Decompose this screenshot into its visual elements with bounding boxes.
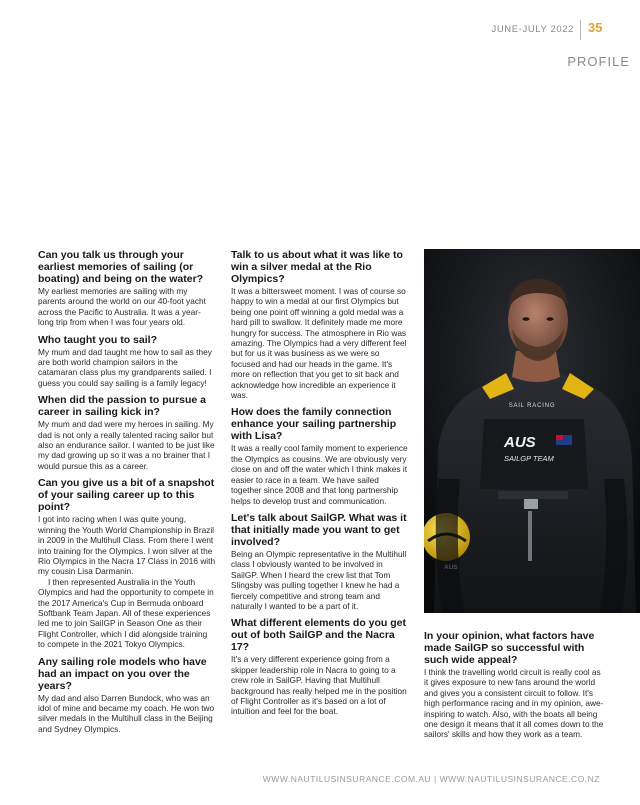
article-column-3 xyxy=(424,630,606,746)
question-heading: In your opinion, what factors have made SailGP so successful with such wide appeal? xyxy=(424,630,595,666)
portrait-photo xyxy=(424,249,640,613)
answer-paragraph: I then represented Australia in the Youth Olympics and had the opportunity to compete in the 2017 America's Cup in Bermuda onboard Softbank Team Japan. All of these experiences led me to join SailGP in Season One as their Flight Controller, which I did alongside training to compete in the 2021 Tokyo Olympics. xyxy=(38,576,214,650)
answer-paragraph: My mum and dad were my heroes in sailing. My dad is not only a really talented racing sailor but also an endurance sailor. I wanted to be just like my dad growing up so it was a no brainer that I would pursue this as a career. xyxy=(38,419,215,471)
answer-paragraph: My dad and also Darren Bundock, who was an idol of mine and became my coach. He won two silver medals in the Multihull class in the Beijing and Sydney Olympics. xyxy=(38,692,215,734)
question-heading: What different elements do you get out of both SailGP and the Nacra 17? xyxy=(231,617,407,654)
jersey-text: AUS xyxy=(504,434,536,451)
section-label: PROFILE xyxy=(567,54,630,69)
answer-paragraph: My mum and dad taught me how to sail as they are both world champion sailors in the catamaran class plus my grandparents sailed. I guess you could say sailing is a family legacy! xyxy=(38,346,212,388)
answer-paragraph: Being an Olympic representative in the Multihull class I obviously wanted to be involved in SailGP. When I heard the crew list that Tom Slingsby was pulling together I knew he had a fiercely competitive and strong team and naturally I wanted to be a part of it. xyxy=(231,548,407,611)
question-heading: When did the passion to pursue a career in sailing kick in? xyxy=(38,394,207,419)
brand-text: SAIL RACING xyxy=(508,403,556,409)
question-heading: Let's talk about SailGP. What was it that initially made you want to get involved? xyxy=(231,511,407,548)
answer-paragraph: I got into racing when I was quite young, winning the Youth World Championship in Brazil in 2009 in the Multihull Class. From there I went into training for the Olympics. I won silver at the Rio Olympics in the Nacra 17 Class in 2016 with my cousin Lisa Darmanin. xyxy=(38,514,216,577)
header-divider xyxy=(580,20,581,40)
answer-paragraph: I think the travelling world circuit is really cool as it gives exposure to new fans around the world and gives you a consistent circuit to follow. It's high performance racing and in my opinion, awe-inspiring to watch. Also, with the boats all being one design it means that it all comes down to the sailors' skills and how they work as a team. xyxy=(424,667,604,740)
question-heading: Can you give us a bit of a snapshot of your sailing career up to this point? xyxy=(38,477,215,514)
article-column-1 xyxy=(38,249,216,740)
footer-urls: WWW.NAUTILUSINSURANCE.COM.AU | WWW.NAUTILUSINSURANCE.CO.NZ xyxy=(262,774,600,784)
question-heading: How does the family connection enhance your sailing partnership with Lisa? xyxy=(231,406,397,443)
question-heading: Talk to us about what it was like to win a silver medal at the Rio Olympics? xyxy=(231,249,403,285)
sailor-portrait-illustration xyxy=(424,249,640,613)
question-heading: Who taught you to sail? xyxy=(38,333,157,346)
question-heading: Can you talk us through your earliest memories of sailing (or boating) and being on the water? xyxy=(38,249,204,285)
article-column-2 xyxy=(231,249,409,723)
jersey-subtext: SAILGP TEAM xyxy=(504,454,554,463)
page-number: 35 xyxy=(588,20,603,35)
answer-paragraph: It was a bittersweet moment. I was of course so happy to win a medal at our first Olympics but being one point off winning a gold medal was a hard pill to swallow. It definitely made me more hungry for success. The atmosphere in Rio was amazing. The Olympics had a very different feel but for us it was business as we were so focused and had our heads in the game. It's more on reflection that you get to sit back and acknowledge how incredible an experience it was. xyxy=(231,286,407,401)
header-date: JUNE-JULY 2022 xyxy=(491,24,574,35)
question-heading: Any sailing role models who have had an impact on you over the years? xyxy=(38,655,207,692)
answer-paragraph: It's a very different experience going from a skipper leadership role in Nacra to going to a crew role in SailGP. Having that Multihull background has really helped me in the position of Flight Controller as it's based on a lot of intuition and feel for the boat. xyxy=(231,654,407,717)
answer-paragraph: It was a really cool family moment to experience the Olympics as cousins. We are obviously very close on and off the water which I think makes it easier to race in a team. We have sailed together since 2008 and that long partnership helps to develop trust and communication. xyxy=(231,443,408,506)
answer-paragraph: My earliest memories are sailing with my parents around the world on our 40-foot yacht across the Pacific to Australia. It was a year-long trip from when I was four years old. xyxy=(38,286,206,328)
